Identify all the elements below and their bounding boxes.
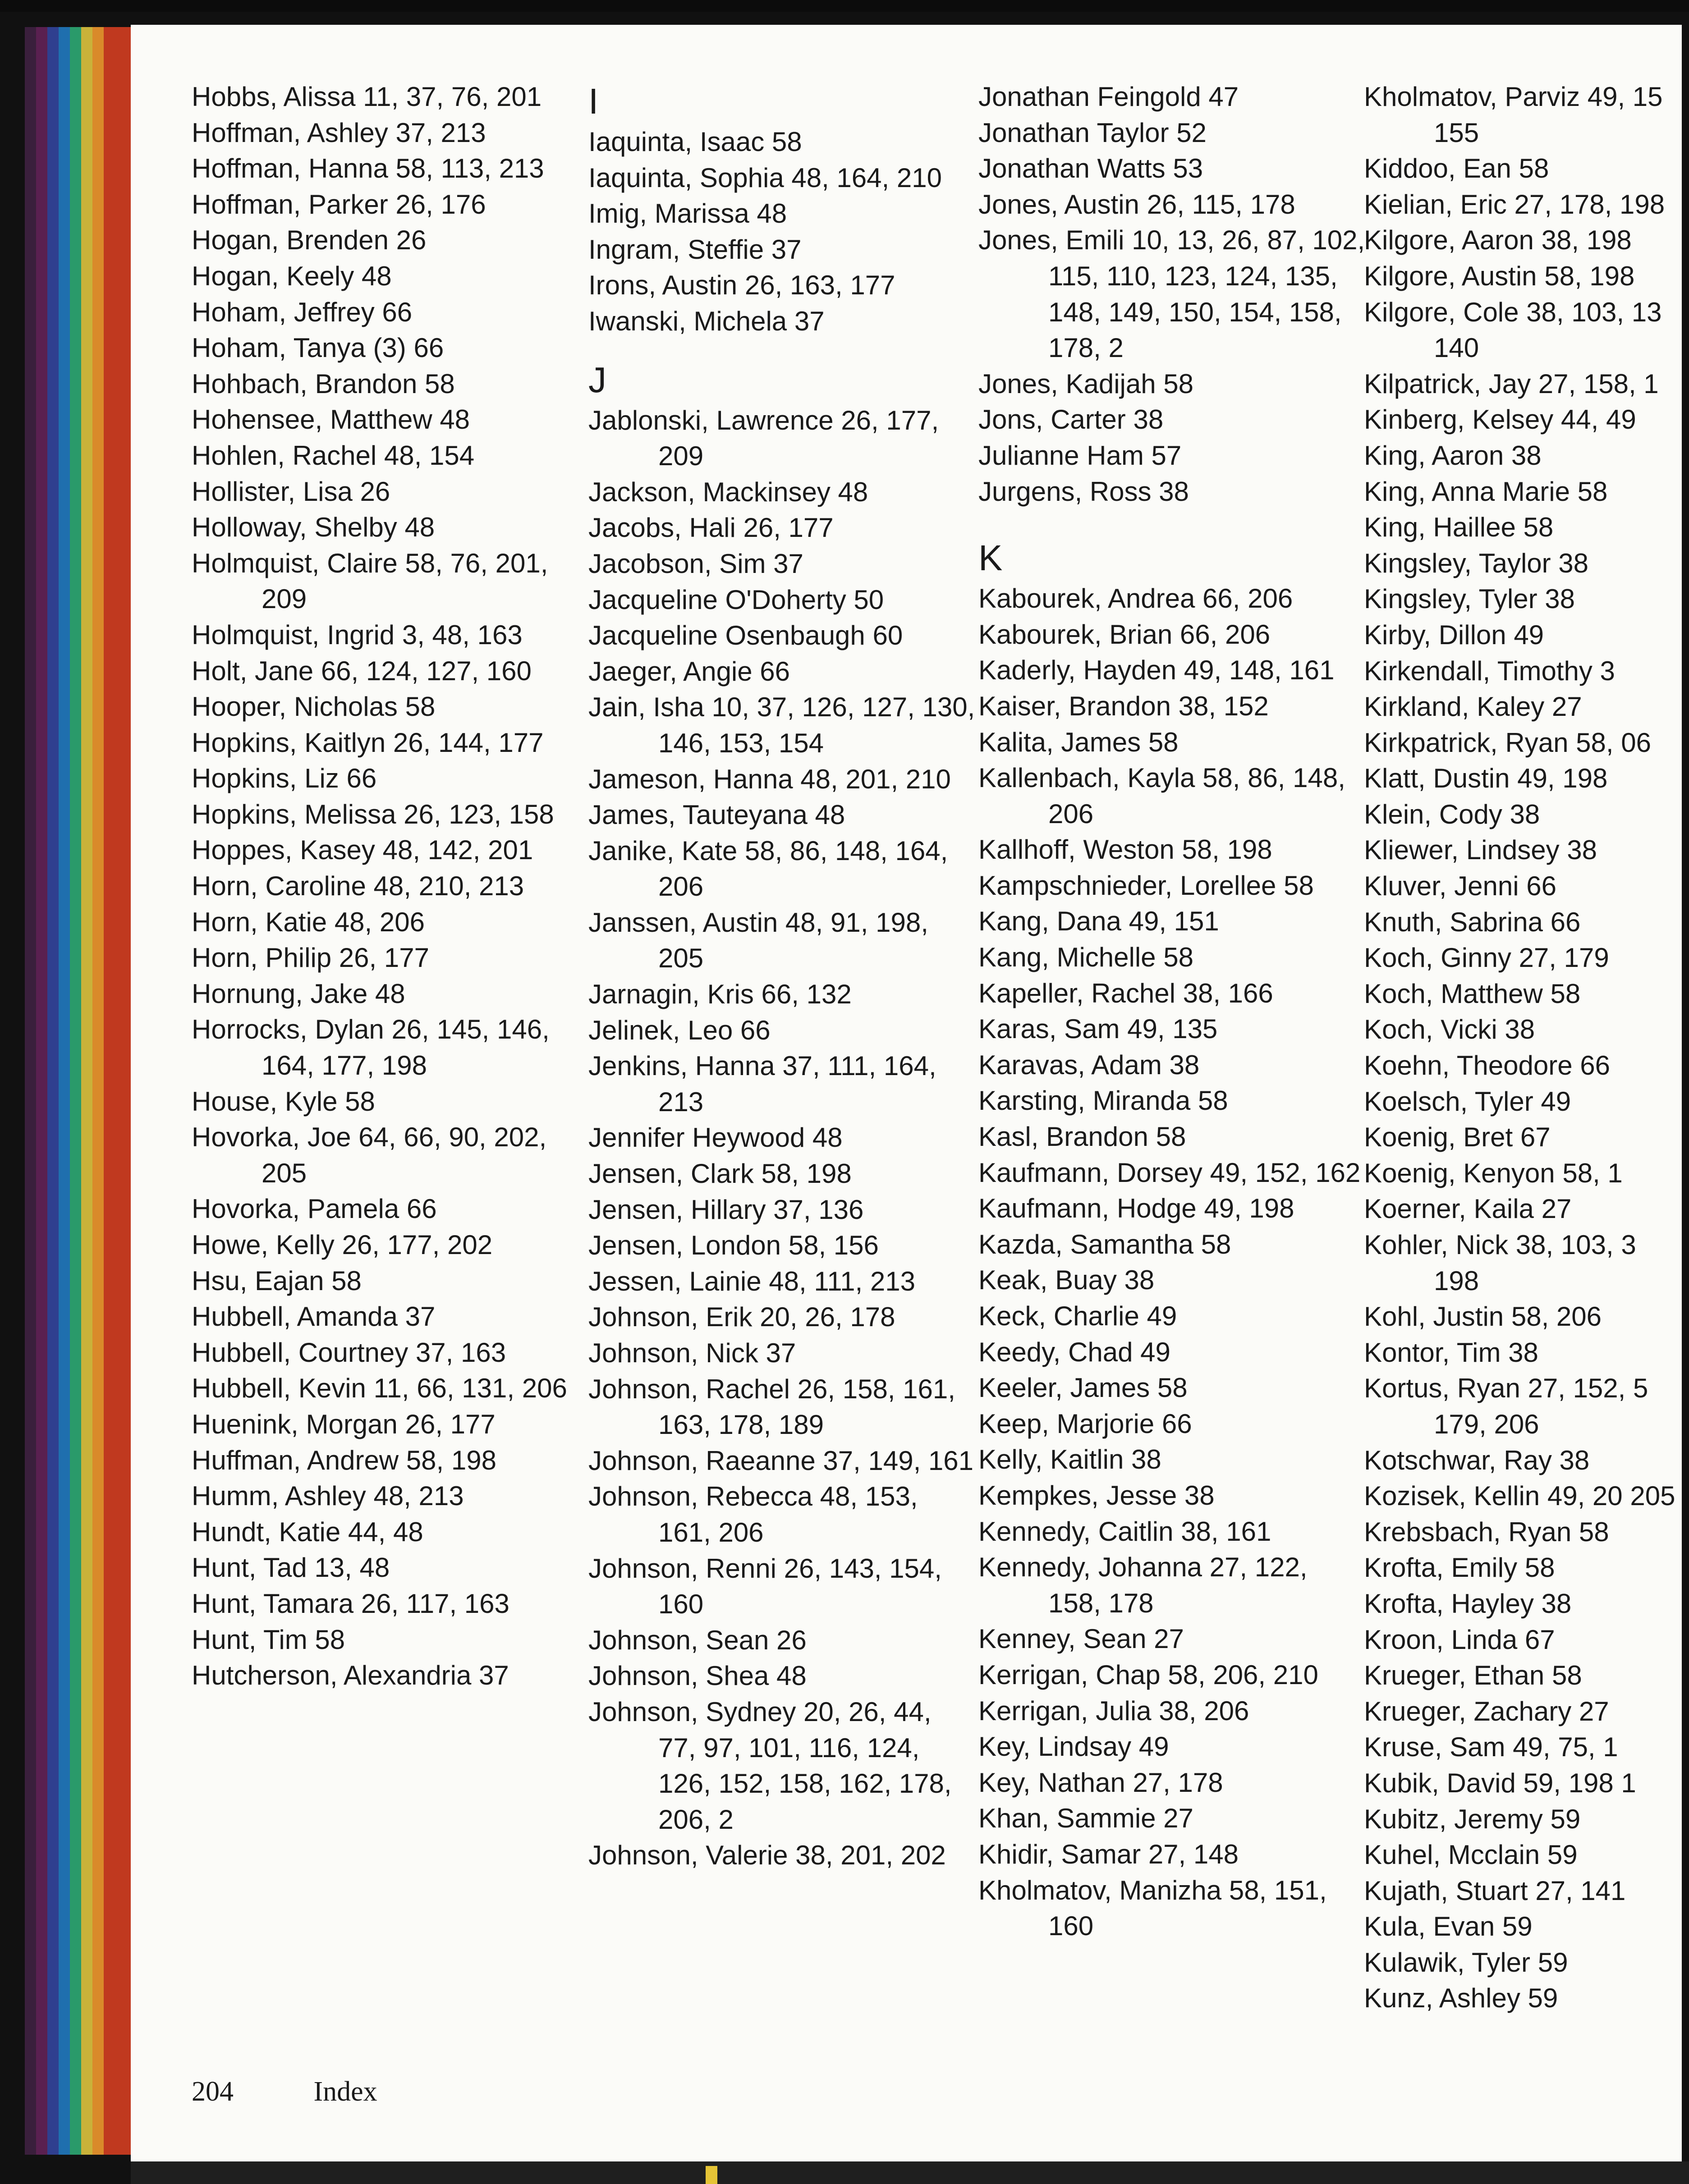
index-entry: Julianne Ham 57 [978, 440, 1182, 471]
index-entry: Khan, Sammie 27 [978, 1803, 1193, 1834]
index-entry: Jameson, Hanna 48, 201, 210 [588, 764, 951, 794]
index-entry: Kotschwar, Ray 38 [1364, 1445, 1590, 1475]
index-entry: Iaquinta, Sophia 48, 164, 210 [588, 162, 942, 193]
section-letter-j: J [588, 359, 606, 400]
index-entry: Karsting, Miranda 58 [978, 1085, 1228, 1116]
index-entry: Kilgore, Cole 38, 103, 13 140 [1364, 297, 1662, 363]
index-entry: Hogan, Keely 48 [192, 261, 392, 291]
index-entry: Hopkins, Liz 66 [192, 763, 377, 794]
section-i-entries [588, 124, 976, 339]
index-entry: Jensen, Hillary 37, 136 [588, 1194, 864, 1225]
index-entry: Klein, Cody 38 [1364, 799, 1540, 829]
index-entry: Janike, Kate 58, 86, 148, 164, 206 [588, 835, 948, 902]
index-entry: Jablonski, Lawrence 26, 177, 209 [588, 405, 939, 472]
index-entry: Hunt, Tad 13, 48 [192, 1552, 390, 1583]
index-entry: Iaquinta, Isaac 58 [588, 127, 802, 157]
section-k-entries [978, 581, 1366, 1944]
index-column-2 [588, 79, 976, 1873]
index-entry: Johnson, Valerie 38, 201, 202 [588, 1840, 946, 1871]
index-entry: Hollister, Lisa 26 [192, 476, 390, 507]
index-entry: Kiddoo, Ean 58 [1364, 153, 1549, 184]
index-entry: Jensen, London 58, 156 [588, 1230, 879, 1261]
page-footer [192, 2076, 377, 2108]
index-entry: Kelly, Kaitlin 38 [978, 1444, 1161, 1475]
index-entry: Kujath, Stuart 27, 141 [1364, 1875, 1626, 1906]
index-entry: Kingsley, Tyler 38 [1364, 584, 1575, 614]
index-entry: Ingram, Steffie 37 [588, 234, 802, 265]
index-entry: Klatt, Dustin 49, 198 [1364, 763, 1608, 794]
index-entry: Kasl, Brandon 58 [978, 1122, 1186, 1152]
index-entry: Jonathan Watts 53 [978, 153, 1203, 184]
index-entry: Keck, Charlie 49 [978, 1301, 1177, 1331]
index-entry: Kortus, Ryan 27, 152, 5 179, 206 [1364, 1373, 1648, 1439]
index-entry: Hundt, Katie 44, 48 [192, 1516, 423, 1547]
index-entry: Krueger, Ethan 58 [1364, 1660, 1582, 1691]
index-entry: Kilgore, Austin 58, 198 [1364, 261, 1635, 291]
index-entry: Hubbell, Kevin 11, 66, 131, 206 [192, 1373, 567, 1404]
index-entry: Hohbach, Brandon 58 [192, 368, 455, 399]
section-j-entries [588, 403, 976, 1873]
index-entry: Jelinek, Leo 66 [588, 1015, 771, 1045]
index-entry: Hoffman, Ashley 37, 213 [192, 117, 486, 148]
index-entry: Hopkins, Melissa 26, 123, 158 [192, 799, 554, 829]
index-entry: Holt, Jane 66, 124, 127, 160 [192, 655, 532, 686]
index-entry: Hovorka, Joe 64, 66, 90, 202, 205 [192, 1122, 547, 1188]
index-column-4 [1364, 79, 1689, 2016]
index-entry: Kholmatov, Manizha 58, 151, 160 [978, 1875, 1327, 1941]
index-entry: Iwanski, Michela 37 [588, 306, 825, 336]
index-entry: Johnson, Nick 37 [588, 1338, 796, 1368]
index-entry: Kunz, Ashley 59 [1364, 1983, 1558, 2014]
index-entry: Key, Lindsay 49 [978, 1731, 1169, 1762]
index-entry: Kinberg, Kelsey 44, 49 [1364, 404, 1636, 435]
index-entry: Jurgens, Ross 38 [978, 476, 1189, 507]
index-entry: Jones, Austin 26, 115, 178 [978, 189, 1295, 220]
index-entry: Kirkland, Kaley 27 [1364, 691, 1582, 722]
page-edge-strip [25, 27, 36, 2155]
index-entry: Koehn, Theodore 66 [1364, 1050, 1611, 1081]
footer-section-label: Index [313, 2076, 377, 2107]
index-entry: Kennedy, Caitlin 38, 161 [978, 1516, 1271, 1547]
index-entry: Kulawik, Tyler 59 [1364, 1947, 1568, 1978]
index-entry: Johnson, Erik 20, 26, 178 [588, 1302, 895, 1332]
section-j-continued-entries [978, 79, 1366, 509]
index-entry: Jackson, Mackinsey 48 [588, 476, 868, 507]
index-entry: House, Kyle 58 [192, 1086, 375, 1117]
index-entry: Kruse, Sam 49, 75, 1 [1364, 1732, 1618, 1763]
page-edge-strip [59, 27, 70, 2155]
index-entry: Koch, Vicki 38 [1364, 1014, 1535, 1045]
index-entry: Jacobson, Sim 37 [588, 548, 803, 579]
index-entry: Koelsch, Tyler 49 [1364, 1086, 1571, 1117]
index-entry: Horn, Caroline 48, 210, 213 [192, 871, 524, 902]
index-entry: Hoffman, Hanna 58, 113, 213 [192, 153, 544, 184]
index-entry: Kaiser, Brandon 38, 152 [978, 691, 1269, 721]
index-entry: Kabourek, Andrea 66, 206 [978, 583, 1293, 614]
index-entry: Janssen, Austin 48, 91, 198, 205 [588, 907, 928, 974]
index-entry: Kerrigan, Julia 38, 206 [978, 1695, 1249, 1726]
index-entry: Kallenbach, Kayla 58, 86, 148, 206 [978, 763, 1345, 829]
bottom-shadow [131, 2161, 1689, 2184]
index-entry: Knuth, Sabrina 66 [1364, 907, 1581, 937]
index-entry: Kozisek, Kellin 49, 20 205 [1364, 1481, 1675, 1511]
index-entry: Jessen, Lainie 48, 111, 213 [588, 1266, 915, 1296]
page-number: 204 [192, 2076, 234, 2107]
page-edges [25, 27, 133, 2155]
index-entry: Hogan, Brenden 26 [192, 225, 427, 256]
index-entry: Hoham, Tanya (3) 66 [192, 333, 444, 363]
index-entry: Kennedy, Johanna 27, 122, 158, 178 [978, 1552, 1308, 1618]
section-letter-i: I [588, 81, 599, 121]
index-entry: Jarnagin, Kris 66, 132 [588, 979, 852, 1010]
index-entry: Hovorka, Pamela 66 [192, 1194, 437, 1224]
index-entry: Kubik, David 59, 198 1 [1364, 1767, 1636, 1798]
index-entry: Jain, Isha 10, 37, 126, 127, 130, 146, 153, 154 [588, 692, 975, 758]
index-entry: King, Anna Marie 58 [1364, 476, 1608, 507]
index-entry: Kempkes, Jesse 38 [978, 1480, 1215, 1511]
index-entry: Keeler, James 58 [978, 1373, 1188, 1403]
index-entry: Hsu, Eajan 58 [192, 1265, 362, 1296]
index-entry: Holmquist, Claire 58, 76, 201, 209 [192, 548, 548, 614]
index-entry: Horn, Katie 48, 206 [192, 907, 425, 937]
page-edge-strip [47, 27, 59, 2155]
index-entry: Kliewer, Lindsey 38 [1364, 835, 1597, 865]
index-entry: Kazda, Samantha 58 [978, 1229, 1231, 1259]
page-edge-strip [36, 27, 47, 2155]
index-entry: Johnson, Rebecca 48, 153, 161, 206 [588, 1481, 918, 1548]
index-entry: Jensen, Clark 58, 198 [588, 1158, 852, 1189]
index-entry: Jones, Emili 10, 13, 26, 87, 102, 115, 110, 123, 124, 135, 148, 149, 150, 154, 158, 178, 2 [978, 225, 1365, 363]
index-entry: Koenig, Kenyon 58, 1 [1364, 1158, 1623, 1188]
index-entry: Jons, Carter 38 [978, 404, 1164, 435]
index-entry: Hoham, Jeffrey 66 [192, 297, 413, 327]
index-entry: Imig, Marissa 48 [588, 198, 787, 229]
index-entry: Kaderly, Hayden 49, 148, 161 [978, 655, 1335, 686]
index-entry: Kerrigan, Chap 58, 206, 210 [978, 1659, 1318, 1690]
index-entry: Jennifer Heywood 48 [588, 1122, 843, 1153]
index-entry: Kroon, Linda 67 [1364, 1624, 1555, 1655]
index-entry: Johnson, Renni 26, 143, 154, 160 [588, 1553, 942, 1620]
index-entry: Kenney, Sean 27 [978, 1624, 1184, 1654]
index-entry: Kallhoff, Weston 58, 198 [978, 834, 1272, 865]
index-entry: Hohlen, Rachel 48, 154 [192, 440, 475, 471]
index-entry: Hubbell, Courtney 37, 163 [192, 1337, 506, 1368]
index-entry: King, Haillee 58 [1364, 512, 1554, 543]
index-entry: Koch, Matthew 58 [1364, 978, 1581, 1009]
index-entry: Kingsley, Taylor 38 [1364, 548, 1589, 578]
bookmark-ribbon [706, 2166, 717, 2184]
index-entry: Holmquist, Ingrid 3, 48, 163 [192, 619, 523, 650]
index-entry: Hutcherson, Alexandria 37 [192, 1660, 509, 1691]
index-entry: Jacobs, Hali 26, 177 [588, 513, 834, 543]
index-entry: Irons, Austin 26, 163, 177 [588, 270, 895, 301]
index-entry: Kirkendall, Timothy 3 [1364, 655, 1615, 686]
index-entry: Jacqueline Osenbaugh 60 [588, 620, 903, 651]
index-entry: Hoffman, Parker 26, 176 [192, 189, 486, 220]
index-entry: Karavas, Adam 38 [978, 1049, 1200, 1080]
index-entry: Kang, Michelle 58 [978, 942, 1193, 973]
index-entry: Hunt, Tim 58 [192, 1624, 345, 1655]
top-shadow [0, 0, 1689, 12]
index-entry: Kubitz, Jeremy 59 [1364, 1804, 1581, 1834]
index-entry: Krueger, Zachary 27 [1364, 1696, 1609, 1726]
index-entry: Hohensee, Matthew 48 [192, 404, 470, 435]
index-entry: Kontor, Tim 38 [1364, 1337, 1538, 1368]
index-entry: Kirkpatrick, Ryan 58, 06 [1364, 727, 1651, 758]
index-entry: Hornung, Jake 48 [192, 978, 405, 1009]
index-entry: Holloway, Shelby 48 [192, 512, 435, 543]
index-entry: Hooper, Nicholas 58 [192, 691, 436, 722]
index-entry: Koerner, Kaila 27 [1364, 1194, 1572, 1224]
index-entry: Jenkins, Hanna 37, 111, 164, 213 [588, 1051, 936, 1117]
index-entry: Key, Nathan 27, 178 [978, 1767, 1223, 1798]
index-entry: Krofta, Hayley 38 [1364, 1588, 1572, 1619]
index-entry: Johnson, Sean 26 [588, 1625, 807, 1655]
page-edge-strip [70, 27, 81, 2155]
index-entry: Kielian, Eric 27, 178, 198 [1364, 189, 1665, 220]
index-entry: Krebsbach, Ryan 58 [1364, 1516, 1609, 1547]
index-entry: Kohler, Nick 38, 103, 3 198 [1364, 1230, 1636, 1296]
index-entry: Kalita, James 58 [978, 727, 1179, 757]
index-entry: Horrocks, Dylan 26, 145, 146, 164, 177, 198 [192, 1014, 550, 1081]
index-entry: Jaeger, Angie 66 [588, 656, 790, 687]
index-entry: Kilpatrick, Jay 27, 158, 1 [1364, 368, 1659, 399]
index-entry: James, Tauteyana 48 [588, 800, 845, 830]
section-letter-k: K [978, 538, 1003, 578]
index-entry: Johnson, Shea 48 [588, 1661, 807, 1691]
index-entry: Kabourek, Brian 66, 206 [978, 619, 1271, 650]
index-entry: Keak, Buay 38 [978, 1265, 1155, 1296]
index-entry: Koch, Ginny 27, 179 [1364, 943, 1609, 973]
index-entry: Kirby, Dillon 49 [1364, 619, 1544, 650]
index-entry: Huffman, Andrew 58, 198 [192, 1445, 496, 1475]
index-entry: Huenink, Morgan 26, 177 [192, 1409, 496, 1439]
index-entry: Kuhel, Mcclain 59 [1364, 1840, 1578, 1870]
page-edge-strip [104, 27, 131, 2155]
index-entry: Jonathan Feingold 47 [978, 82, 1239, 112]
index-entry: Kohl, Justin 58, 206 [1364, 1301, 1602, 1332]
index-entry: Keep, Marjorie 66 [978, 1408, 1192, 1439]
index-entry: Kampschnieder, Lorellee 58 [978, 870, 1314, 901]
index-entry: Johnson, Rachel 26, 158, 161, 163, 178, 189 [588, 1374, 955, 1440]
index-entry: Hubbell, Amanda 37 [192, 1301, 436, 1332]
index-entry: Kluver, Jenni 66 [1364, 871, 1556, 902]
index-entry: Johnson, Raeanne 37, 149, 161 [588, 1445, 974, 1476]
index-entry: Humm, Ashley 48, 213 [192, 1481, 464, 1511]
index-entry: Hopkins, Kaitlyn 26, 144, 177 [192, 727, 544, 758]
index-entry: Keedy, Chad 49 [978, 1337, 1170, 1367]
index-entry: Khidir, Samar 27, 148 [978, 1839, 1239, 1869]
index-entry: Jacqueline O'Doherty 50 [588, 584, 884, 615]
index-entry: Kilgore, Aaron 38, 198 [1364, 225, 1632, 256]
index-entry: Howe, Kelly 26, 177, 202 [192, 1230, 493, 1260]
index-entry: Hunt, Tamara 26, 117, 163 [192, 1588, 509, 1619]
index-entry: Kaufmann, Hodge 49, 198 [978, 1193, 1294, 1224]
index-entry: Hobbs, Alissa 11, 37, 76, 201 [192, 82, 542, 112]
index-entry: Kula, Evan 59 [1364, 1911, 1533, 1942]
index-entry: Koenig, Bret 67 [1364, 1122, 1551, 1153]
page-edge-strip [92, 27, 104, 2155]
index-column-1 [192, 79, 579, 1694]
index-entry: Kapeller, Rachel 38, 166 [978, 978, 1273, 1008]
index-entry: Jones, Kadijah 58 [978, 368, 1194, 399]
index-entry: Kholmatov, Parviz 49, 15 155 [1364, 82, 1663, 148]
index-entry: Johnson, Sydney 20, 26, 44, 77, 97, 101, 116, 124, 126, 152, 158, 162, 178, 206, 2 [588, 1696, 952, 1835]
index-entry: Karas, Sam 49, 135 [978, 1014, 1218, 1044]
index-entry: Jonathan Taylor 52 [978, 117, 1207, 148]
index-entry: Krofta, Emily 58 [1364, 1552, 1555, 1583]
page-edge-strip [81, 27, 92, 2155]
index-entry: Kang, Dana 49, 151 [978, 906, 1219, 937]
index-entry: Hoppes, Kasey 48, 142, 201 [192, 835, 533, 865]
index-entry: Kaufmann, Dorsey 49, 152, 162 [978, 1157, 1361, 1188]
index-column-3 [978, 79, 1366, 1944]
index-entry: Horn, Philip 26, 177 [192, 943, 429, 973]
index-entry: King, Aaron 38 [1364, 440, 1542, 471]
